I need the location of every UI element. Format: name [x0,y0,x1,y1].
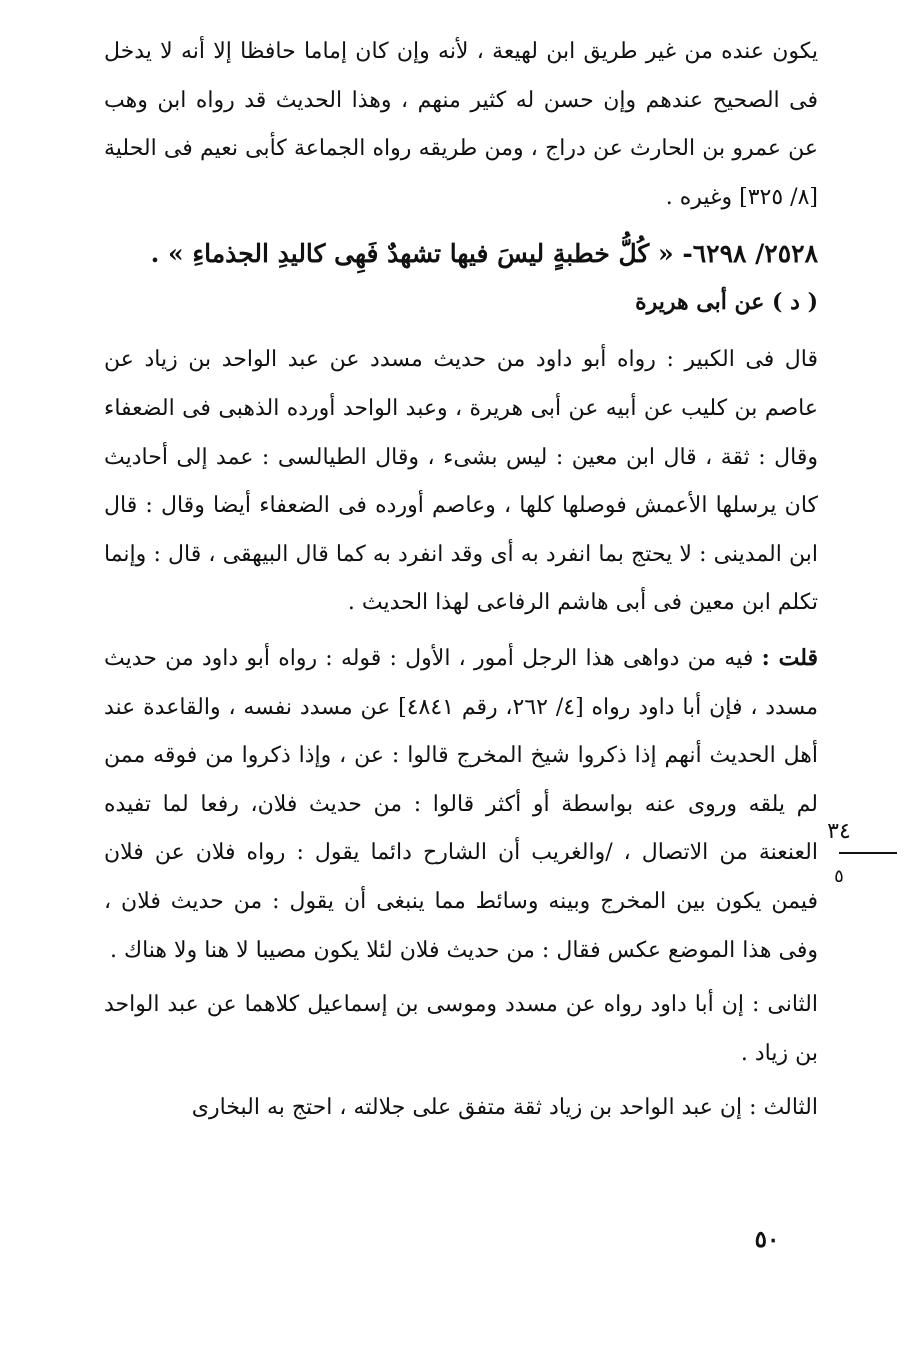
margin-ref-bottom: ٥ [834,866,844,887]
paragraph-second: الثانى : إن أبا داود رواه عن مسدد وموسى بن إسماعيل كلاهما عن عبد الواحد بن زياد . [104,992,818,1066]
page-number: ٥٠ [754,1226,780,1253]
paragraph-qultu [104,634,818,975]
hadith-heading: ٢٥٢٨/ ٦٢٩٨- « كُلُّ خطبةٍ ليسَ فيها تشهدٌ فَهِى كاليدِ الجذماءِ » . [150,239,818,269]
margin-ref-divider [839,852,897,854]
paragraph-third: الثالث : إن عبد الواحد بن زياد ثقة متفق على جلالته ، احتج به البخارى [191,1095,818,1121]
margin-ref-top: ٣٤ [827,819,851,844]
paragraph-qultu-lead: قلت : [761,644,819,671]
paragraph-qultu-body: فيه من دواهى هذا الرجل أمور ، الأول : قوله : رواه أبو داود من حديث مسدد ، فإن أبا داود رواه [٤/ ٢٦٢، رقم ٤٨٤١] عن مسدد نفسه ، والقاعدة عند أهل الحديث أنهم إذا ذكروا شيخ المخرج قالوا : عن ، وإذا ذكروا من فوقه ممن لم يلقه وروى عنه بواسطة أو أكثر قالوا : من حديث فلان، رفعا لما تفيده العنعنة من الاتصال ، /والغريب أن الشارح دائما يقول : رواه فلان عن فلان فيمن يكون بين المخرج وبينه وسائط مما ينبغى أن يقول : من حديث فلان ، وفى هذا الموضع عكس فقال : من حديث فلان لئلا يكون مصيبا لا هنا ولا هناك . [104,645,819,963]
paragraph-kabir: قال فى الكبير : رواه أبو داود من حديث مسدد عن عبد الواحد بن زياد عن عاصم بن كليب عن أبيه عن أبى هريرة ، وعبد الواحد أورده الذهبى فى الضعفاء وقال : ثقة ، قال ابن معين : ليس بشىء ، وقال الطيالسى : عمد إلى أحاديث كان يرسلها الأعمش فوصلها كلها ، وعاصم أورده فى الضعفاء أيضا وقال : قال ابن المدينى : لا يحتج بما انفرد به أى وقد انفرد به كما قال البيهقى ، قال : وإنما تكلم ابن معين فى أبى هاشم الرفاعى لهذا الحديث . [104,347,818,616]
hadith-source: ( د ) عن أبى هريرة [635,289,818,316]
main-text [104,28,818,1133]
paragraph-intro: يكون عنده من غير طريق ابن لهيعة ، لأنه وإن كان إماما حافظا إلا أنه لا يدخل فى الصحيح عندهم وإن حسن له كثير منهم ، وهذا الحديث قد رواه ابن وهب عن عمرو بن الحارث عن دراج ، ومن طريقه رواه الجماعة كأبى نعيم فى الحلية [٨/ ٣٢٥] وغيره . [104,39,818,210]
